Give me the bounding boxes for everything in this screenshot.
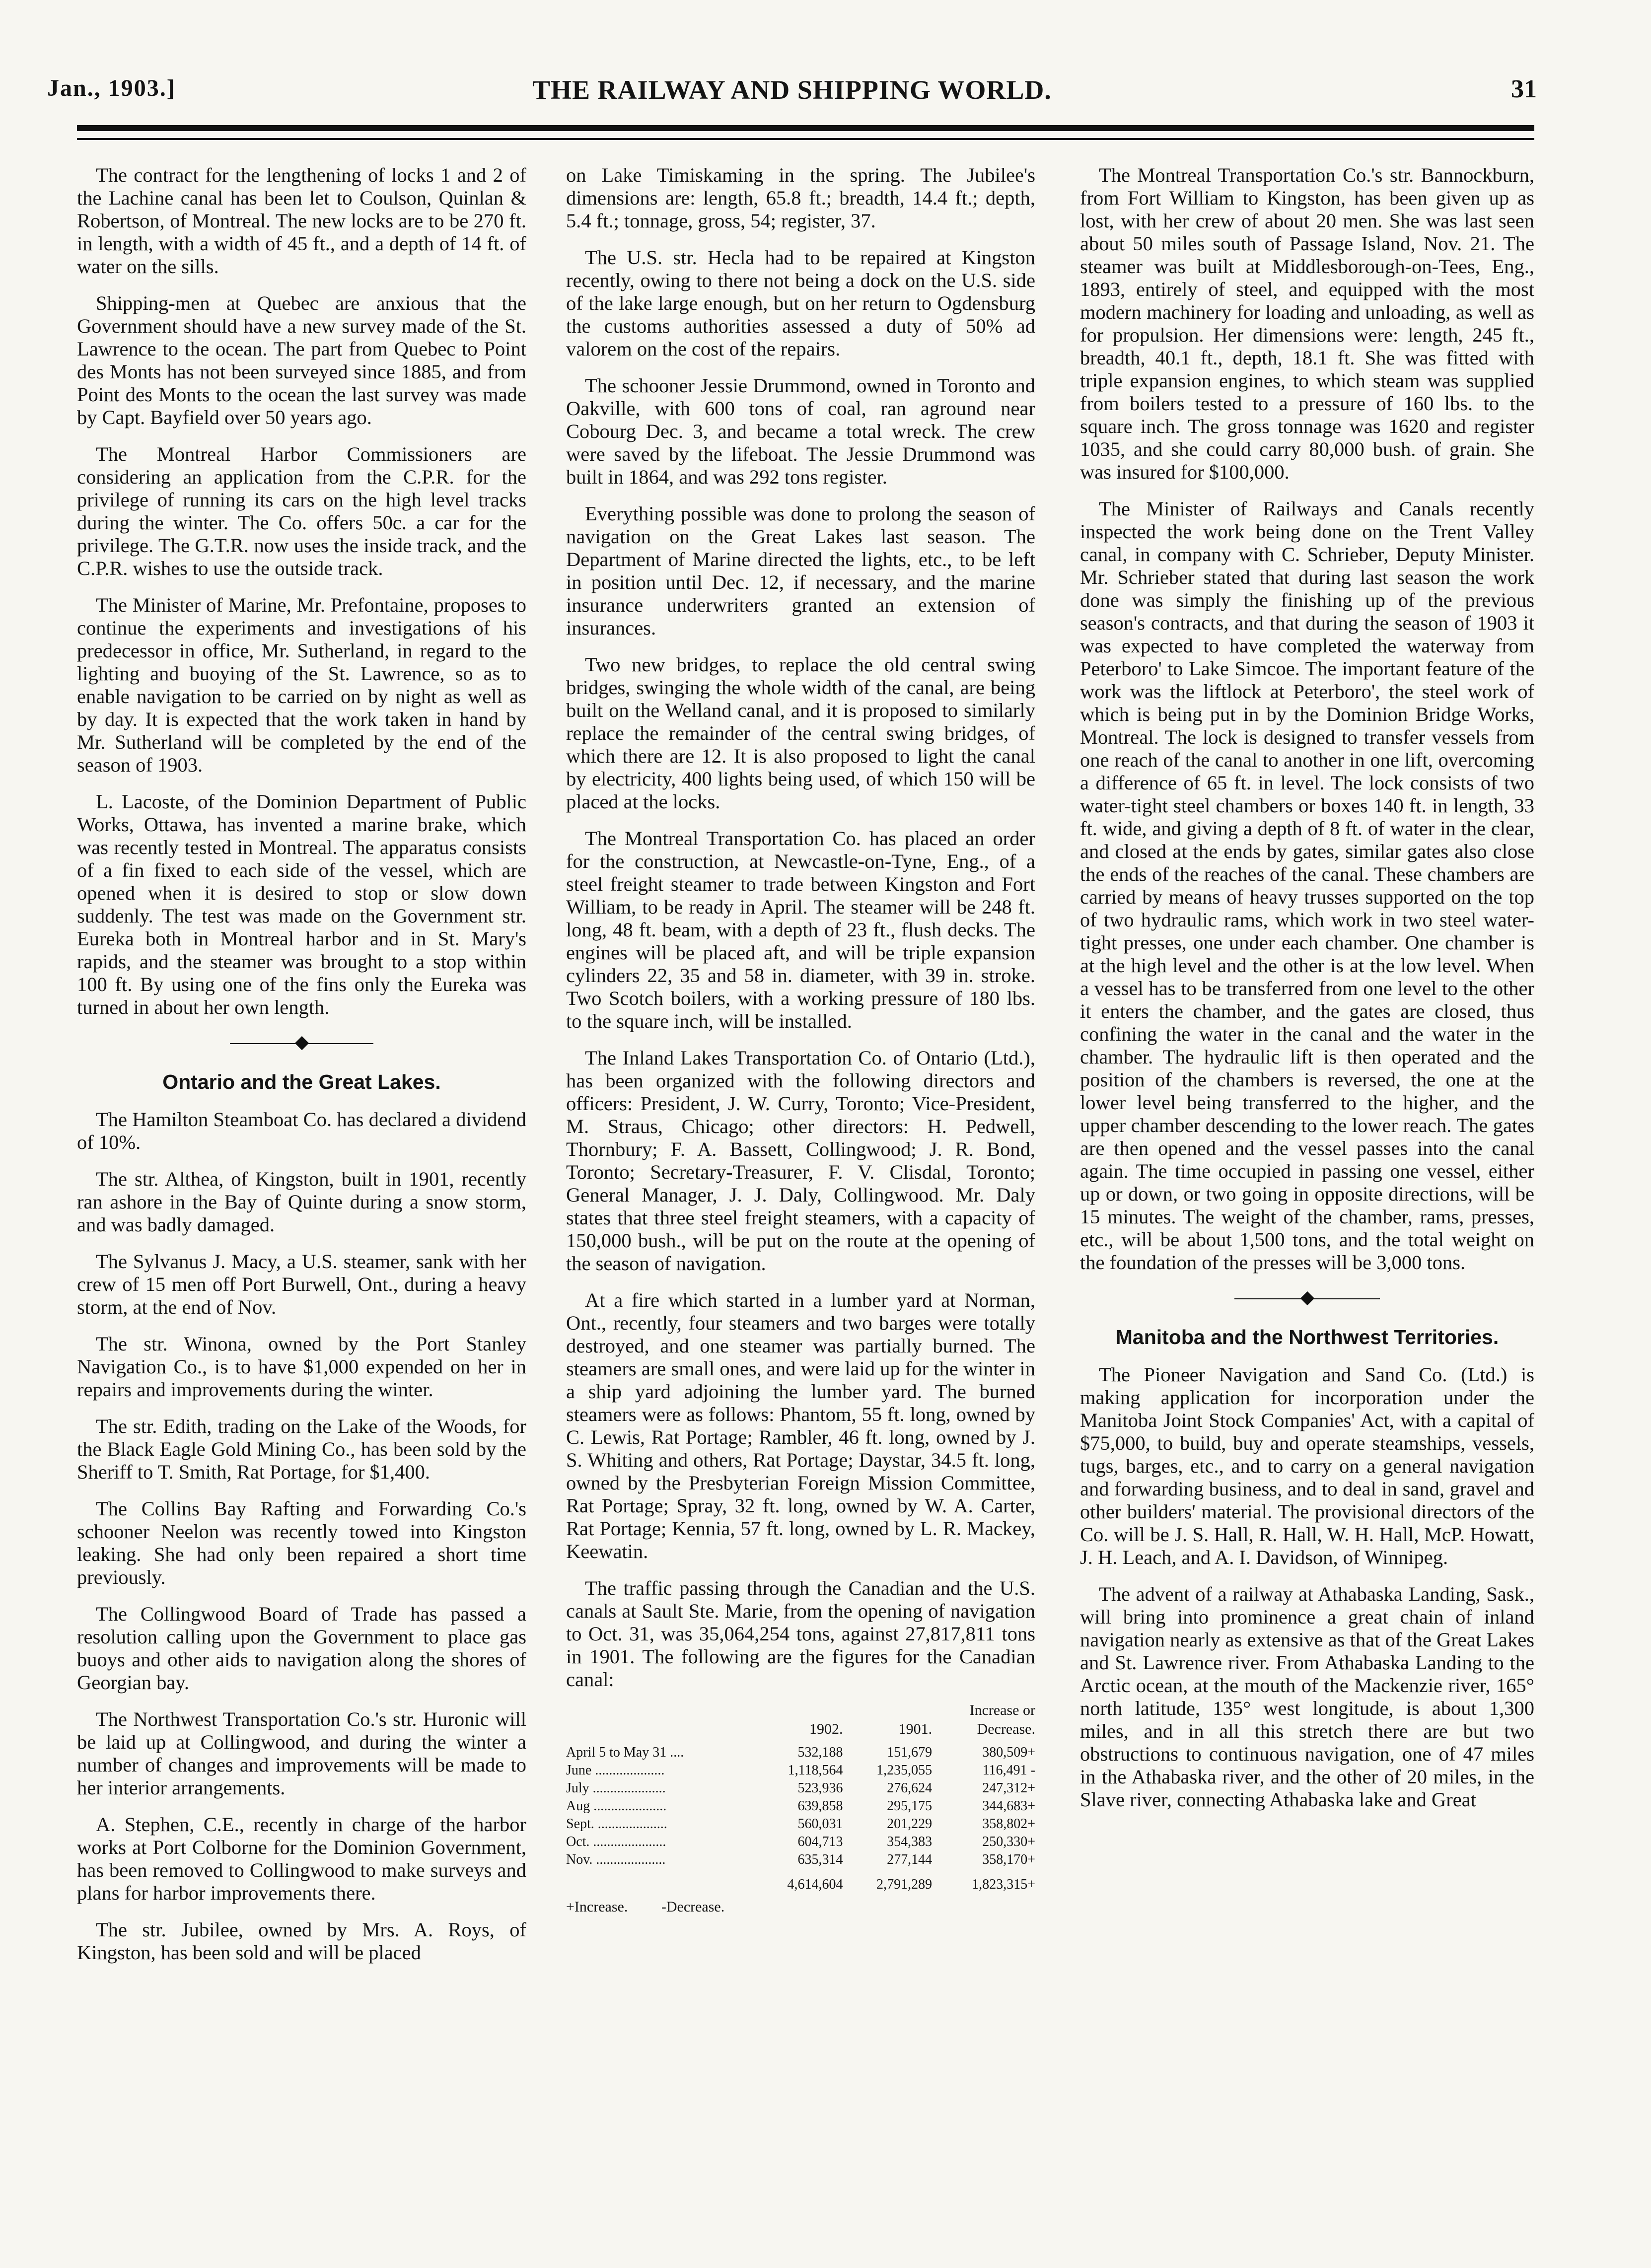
table-row [566,1744,1035,1762]
table-cell: 201,229 [887,1816,933,1832]
table-cell: 523,936 [797,1780,843,1796]
paragraph: The str. Althea, of Kingston, built in 1901, recently ran ashore in the Bay of Quinte during a snow storm, and was badly damaged. [77,1168,526,1236]
table-row [566,1833,1035,1851]
paragraph: The contract for the lengthening of locks 1 and 2 of the Lachine canal has been let to Coulson, Quinlan & Robertson, of Montreal. The new locks are to be 270 ft. in length, with a width of 45 ft., and a depth of 14 ft. of water on the sills. [77,164,526,278]
issue-date: Jan., 1903.] [47,75,176,101]
table-cell: 560,031 [797,1816,843,1832]
paragraph: Everything possible was done to prolong the season of navigation on the Great Lakes last season. The Department of Marine directed the lights, etc., to be left in position until Dec. 12, if necessary, and the marine insurance underwriters granted an extension of insurances. [566,502,1035,639]
table-cell: June .................... [566,1763,665,1778]
table-cell: 358,802+ [982,1816,1035,1832]
note-increase: +Increase. [566,1899,628,1915]
paragraph: The Montreal Transportation Co. has placed an order for the construction, at Newcastle-on-Tyne, Eng., of a steel freight steamer to trade between Kingston and Fort William, to be ready in April. The steamer will be 248 ft. long, 48 ft. beam, with a depth of 23 ft., flush decks. The engines will be placed aft, and will be triple expansion cylinders 22, 35 and 58 in. diameter, with 39 in. stroke. Two Scotch boilers, with a working pressure of 180 lbs. to the square inch, will be installed. [566,827,1035,1032]
table-header-cell: 1902. [809,1721,843,1737]
page-header [47,74,1537,105]
paragraph: The advent of a railway at Athabaska Landing, Sask., will bring into prominence a great chain of inland navigation nearly as extensive as that of the Great Lakes and St. Lawrence river. From Athabaska Landing to the Arctic ocean, at the mouth of the Mackenzie river, 165° north latitude, 135° west longitude, is about 1,300 miles, and in all this stretch there are but two obstructions to continuous navigation, one of 47 miles in the Athabaska river, and the other of 20 miles, in the Slave river, connecting Athabaska lake and Great [1080,1583,1534,1811]
table-cell: 1,235,055 [876,1763,933,1778]
table-header-cell [566,1701,754,1744]
column-middle [566,164,1035,1918]
section-divider-ornament [1080,1289,1534,1309]
table-row [566,1797,1035,1815]
table-cell: Oct. ..................... [566,1834,666,1849]
table-total-row [566,1869,1035,1894]
table-cell: 276,624 [887,1780,933,1796]
table-cell: July ..................... [566,1780,666,1796]
table-cell: 277,144 [887,1852,933,1867]
section-heading-ontario: Ontario and the Great Lakes. [162,1070,441,1093]
table-cell: 604,713 [797,1834,843,1849]
table-cell [566,1869,754,1894]
table-cell: 380,509+ [982,1745,1035,1760]
header-rule-thin [77,138,1534,140]
table-header-cell: 1901. [898,1721,933,1737]
paragraph: The Pioneer Navigation and Sand Co. (Ltd.) is making application for incorporation under the Manitoba Joint Stock Companies' Act, with a capital of $75,000, to build, buy and operate steamships, vessels, tugs, barges, etc., and to carry on a general navigation and forwarding business, and to deal in sand, gravel and other builders' material. The provisional directors of the Co. will be J. S. Hall, R. Hall, W. H. Hall, McP. Howatt, J. H. Leach, and A. I. Davidson, of Winnipeg. [1080,1363,1534,1568]
paragraph: The Inland Lakes Transportation Co. of Ontario (Ltd.), has been organized with the following directors and officers: President, J. W. Curry, Toronto; Vice-President, M. Straus, Chicago; other directors: H. Pedwell, Thornbury; F. A. Bassett, Collingwood; J. R. Bond, Toronto; Secretary-Treasurer, F. V. Clisdal, Toronto; General Manager, J. J. Daly, Collingwood. Mr. Daly states that three steel freight steamers, with a capacity of 150,000 bush., will be put on the route at the opening of the season of navigation. [566,1047,1035,1275]
section-divider-ornament [77,1034,526,1054]
paragraph: The Northwest Transportation Co.'s str. Huronic will be laid up at Collingwood, and during the winter a number of changes and improvements will be made to her interior arrangements. [77,1708,526,1799]
paragraph: The Montreal Transportation Co.'s str. Bannockburn, from Fort William to Kingston, has been given up as lost, with her crew of about 20 men. She was last seen about 50 miles south of Passage Island, Nov. 21. The steamer was built at Middlesborough-on-Tees, Eng., 1893, entirely of steel, and equipped with the most modern machinery for loading and unloading, as well as for propulsion. Her dimensions were: length, 245 ft., breadth, 40.1 ft., depth, 18.1 ft. She was fitted with triple expansion engines, to which steam was supplied from boilers tested to a pressure of 160 lbs. to the square inch. The gross tonnage was 1620 and register 1035, and she could carry 80,000 bush. of grain. She was insured for $100,000. [1080,164,1534,483]
paragraph: The Minister of Railways and Canals recently inspected the work being done on the Trent Valley canal, in company with C. Schrieber, Deputy Minister. Mr. Schrieber stated that during last season the work done was simply the finishing up of the previous season's contracts, and that during the season of 1903 it was expected to have completed the waterway from Peterboro' to Lake Simcoe. The important feature of the work was the liftlock at Peterboro', the steel work of which is being put in by the Dominion Bridge Works, Montreal. The lock is designed to transfer vessels from one reach of the canal to another in one lift, overcoming a difference of 65 ft. in level. The lock consists of two water-tight steel chambers or boxes 140 ft. in length, 33 ft. wide, and giving a depth of 8 ft. of water in the clear, and closed at the ends by gates, similar gates also close the ends of the reaches of the canal. These chambers are carried by means of heavy trusses supported on the top of two hydraulic rams, which work in two steel water-tight presses, one under each chamber. One chamber is at the high level and the other is at the low level. When a vessel has to be transferred from one level to the other it enters the chamber, and the gates are closed, thus confining the water in the canal and the water in the chamber. The hydraulic lift is then operated and the position of the chambers is reversed, the one at the lower level being transferred to the higher, and the upper chamber descending to the lower reach. The gates are then opened and the vessel passes into the canal again. The time occupied in passing one vessel, either up or down, or two going in opposite directions, will be 15 minutes. The weight of the chamber, rams, presses, etc., will be about 1,500 tons, and the total weight on the foundation of the presses will be 3,000 tons. [1080,497,1534,1274]
paragraph: The Sylvanus J. Macy, a U.S. steamer, sank with her crew of 15 men off Port Burwell, Ont., during a heavy storm, at the end of Nov. [77,1250,526,1318]
table-cell: Aug ..................... [566,1798,667,1814]
paragraph: Shipping-men at Quebec are anxious that the Government should have a new survey made of the St. Lawrence to the ocean. The part from Quebec to Point des Monts has not been surveyed since 1885, and from Point des Monts to the ocean the last survey was made by Capt. Bayfield over 50 years ago. [77,292,526,428]
paragraph: The schooner Jessie Drummond, owned in Toronto and Oakville, with 600 tons of coal, ran aground near Cobourg Dec. 3, and became a total wreck. The crew were saved by the lifeboat. The Jessie Drummond was built in 1864, and was 292 tons register. [566,374,1035,488]
paragraph: A. Stephen, C.E., recently in charge of the harbor works at Port Colborne for the Dominion Government, has been removed to Collingwood to make surveys and plans for harbor improvements there. [77,1813,526,1904]
table-cell: 635,314 [797,1852,843,1867]
page-number: 31 [1511,75,1537,103]
table-cell: 116,491 - [982,1763,1035,1778]
paragraph: The str. Edith, trading on the Lake of the Woods, for the Black Eagle Gold Mining Co., has been sold by the Sheriff to T. Smith, Rat Portage, for $1,400. [77,1415,526,1483]
table-cell: April 5 to May 31 .... [566,1745,684,1760]
table-notes [566,1896,1035,1918]
table-row [566,1779,1035,1797]
table-cell: 532,188 [797,1745,843,1760]
paragraph: The Collingwood Board of Trade has passed a resolution calling upon the Government to place gas buoys and other aids to navigation along the shores of Georgian bay. [77,1603,526,1694]
note-decrease: -Decrease. [661,1899,725,1915]
column-right [1080,164,1534,1825]
paragraph: The Collins Bay Rafting and Forwarding Co.'s schooner Neelon was recently towed into Kingston leaking. She had only been repaired a short time previously. [77,1497,526,1588]
table-cell: 354,383 [887,1834,933,1849]
table-cell: 358,170+ [982,1852,1035,1867]
paragraph: The str. Jubilee, owned by Mrs. A. Roys, of Kingston, has been sold and will be placed [77,1918,526,1964]
table-cell: 250,330+ [982,1834,1035,1849]
table-cell: Sept. .................... [566,1816,667,1832]
table-cell: 1,823,315+ [972,1877,1035,1892]
table-header-cell: Increase or Decrease. [969,1702,1035,1737]
section-heading-manitoba: Manitoba and the Northwest Territories. [1115,1326,1499,1348]
table-cell: 151,679 [887,1745,933,1760]
paragraph: The U.S. str. Hecla had to be repaired at Kingston recently, owing to there not being a dock on the U.S. side of the lake large enough, but on her return to Ogdensburg the customs authorities assessed a duty of 50% ad valorem on the cost of the repairs. [566,246,1035,360]
table-row [566,1851,1035,1869]
column-left [77,164,526,1978]
table-cell: 295,175 [887,1798,933,1814]
canal-traffic-table [566,1701,1035,1894]
table-body [566,1744,1035,1869]
paragraph: L. Lacoste, of the Dominion Department of Public Works, Ottawa, has invented a marine brake, which was recently tested in Montreal. The apparatus consists of a fin fixed to each side of the vessel, which are opened when it is desired to stop or slow down suddenly. The test was made on the Government str. Eureka both in Montreal harbor and in St. Mary's rapids, and the steamer was brought to a stop within 100 ft. By using one of the fins only the Eureka was turned in about her own length. [77,790,526,1018]
table-cell: 2,791,289 [876,1877,933,1892]
table-row [566,1815,1035,1833]
paragraph: The Montreal Harbor Commissioners are considering an application from the C.P.R. for the privilege of running its cars on the high level tracks during the winter. The Co. offers 50c. a car for the privilege. The G.T.R. now uses the inside track, and the C.P.R. wishes to use the outside track. [77,443,526,579]
paragraph: Two new bridges, to replace the old central swing bridges, swinging the whole width of the canal, are being built on the Welland canal, and it is proposed to similarly replace the remainder of the central swing bridges, of which there are 12. It is also proposed to light the canal by electricity, 400 lights being used, of which 150 will be placed at the locks. [566,653,1035,813]
journal-title: THE RAILWAY AND SHIPPING WORLD. [532,75,1052,105]
paragraph: At a fire which started in a lumber yard at Norman, Ont., recently, four steamers and two barges were totally destroyed, and one steamer was partially burned. The steamers are small ones, and were laid up for the winter in a ship yard adjoining the lumber yard. The burned steamers were as follows: Phantom, 55 ft. long, owned by C. Lewis, Rat Portage; Rambler, 46 ft. long, owned by J. S. Whiting and others, Rat Portage; Daystar, 34.5 ft. long, owned by the Presbyterian Foreign Mission Committee, Rat Portage; Spray, 32 ft. long, owned by W. A. Carter, Rat Portage; Kennia, 57 ft. long, owned by L. R. Mackey, Keewatin. [566,1289,1035,1562]
table-cell: 1,118,564 [788,1763,843,1778]
table-row [566,1762,1035,1779]
paragraph: The traffic passing through the Canadian and the U.S. canals at Sault Ste. Marie, from the opening of navigation to Oct. 31, was 35,064,254 tons, against 27,817,811 tons in 1901. The following are the figures for the Canadian canal: [566,1577,1035,1691]
table-cell: Nov. .................... [566,1852,666,1867]
table-cell: 247,312+ [982,1780,1035,1796]
paragraph: The Minister of Marine, Mr. Prefontaine, proposes to continue the experiments and investigations of his predecessor in office, Mr. Sutherland, in regard to the lighting and buoying of the St. Lawrence, so as to enable navigation to be carried on by night as well as by day. It is expected that the work taken in hand by Mr. Sutherland will be completed by the end of the season of 1903. [77,594,526,776]
table-header-row [566,1701,1035,1744]
header-rule-thick [77,125,1534,131]
paragraph: The str. Winona, owned by the Port Stanley Navigation Co., is to have $1,000 expended on her in repairs and improvements during the winter. [77,1333,526,1401]
table-cell: 4,614,604 [787,1877,843,1892]
paragraph: on Lake Timiskaming in the spring. The Jubilee's dimensions are: length, 65.8 ft.; breadth, 14.4 ft.; depth, 5.4 ft.; tonnage, gross, 54; register, 37. [566,164,1035,232]
paragraph: The Hamilton Steamboat Co. has declared a dividend of 10%. [77,1108,526,1153]
table-cell: 344,683+ [982,1798,1035,1814]
table-cell: 639,858 [797,1798,843,1814]
